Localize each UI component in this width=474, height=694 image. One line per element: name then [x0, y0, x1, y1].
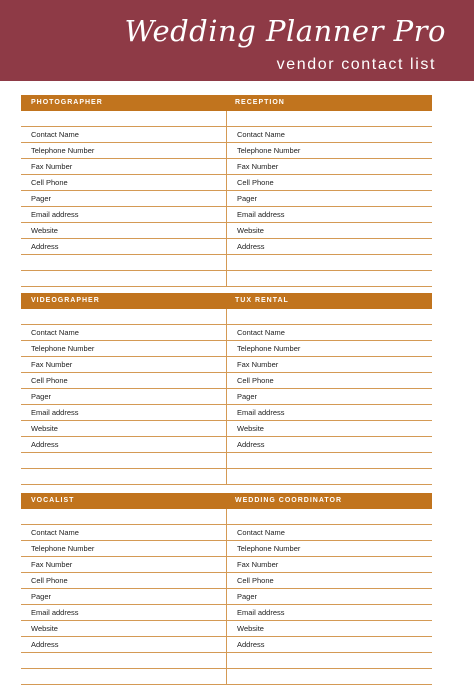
field-pager[interactable]: Pager [226, 191, 432, 207]
field-cell-phone[interactable]: Cell Phone [21, 373, 226, 389]
field-website[interactable]: Website [226, 421, 432, 437]
field-website[interactable]: Website [21, 223, 226, 239]
field-telephone-number[interactable]: Telephone Number [226, 341, 432, 357]
field-address[interactable]: Address [21, 637, 226, 653]
blank-row[interactable] [226, 469, 432, 485]
field-address[interactable]: Address [21, 239, 226, 255]
field-website[interactable]: Website [21, 421, 226, 437]
field-cell-phone[interactable]: Cell Phone [226, 175, 432, 191]
field-telephone-number[interactable]: Telephone Number [226, 541, 432, 557]
blank-row[interactable] [226, 309, 432, 325]
vendor-column-photographer [21, 111, 227, 287]
field-contact-name[interactable]: Contact Name [226, 325, 432, 341]
vendor-column-tux-rental [226, 309, 432, 485]
field-address[interactable]: Address [226, 437, 432, 453]
page-title: Wedding Planner Pro [124, 14, 446, 48]
blank-row[interactable] [21, 469, 226, 485]
field-website[interactable]: Website [226, 621, 432, 637]
field-email-address[interactable]: Email address [226, 207, 432, 223]
field-pager[interactable]: Pager [226, 589, 432, 605]
field-telephone-number[interactable]: Telephone Number [21, 341, 226, 357]
blank-row[interactable] [21, 271, 226, 287]
field-cell-phone[interactable]: Cell Phone [226, 373, 432, 389]
field-email-address[interactable]: Email address [21, 207, 226, 223]
field-cell-phone[interactable]: Cell Phone [21, 175, 226, 191]
field-contact-name[interactable]: Contact Name [21, 325, 226, 341]
blank-row[interactable] [21, 453, 226, 469]
blank-row[interactable] [21, 669, 226, 685]
blank-row[interactable] [21, 255, 226, 271]
field-telephone-number[interactable]: Telephone Number [21, 541, 226, 557]
field-fax-number[interactable]: Fax Number [21, 557, 226, 573]
blank-row[interactable] [226, 453, 432, 469]
field-email-address[interactable]: Email address [21, 405, 226, 421]
field-pager[interactable]: Pager [21, 589, 226, 605]
section-header [21, 293, 432, 309]
field-email-address[interactable]: Email address [21, 605, 226, 621]
field-address[interactable]: Address [21, 437, 226, 453]
vendor-column-videographer [21, 309, 227, 485]
vendor-column-wedding-coordinator [226, 509, 432, 685]
section-title-videographer: VIDEOGRAPHER [31, 297, 100, 304]
field-fax-number[interactable]: Fax Number [226, 159, 432, 175]
field-fax-number[interactable]: Fax Number [21, 159, 226, 175]
field-telephone-number[interactable]: Telephone Number [21, 143, 226, 159]
field-email-address[interactable]: Email address [226, 605, 432, 621]
section-title-tux-rental: TUX RENTAL [235, 297, 289, 304]
field-contact-name[interactable]: Contact Name [226, 525, 432, 541]
field-contact-name[interactable]: Contact Name [226, 127, 432, 143]
field-telephone-number[interactable]: Telephone Number [226, 143, 432, 159]
blank-row[interactable] [226, 255, 432, 271]
blank-row[interactable] [226, 271, 432, 287]
field-fax-number[interactable]: Fax Number [21, 357, 226, 373]
page-subtitle: vendor contact list [276, 56, 436, 73]
field-pager[interactable]: Pager [226, 389, 432, 405]
blank-row[interactable] [226, 509, 432, 525]
section-header [21, 95, 432, 111]
vendor-column-reception [226, 111, 432, 287]
section-header [21, 493, 432, 509]
blank-row[interactable] [21, 111, 226, 127]
field-address[interactable]: Address [226, 239, 432, 255]
section-title-reception: RECEPTION [235, 99, 285, 106]
section-title-photographer: PHOTOGRAPHER [31, 99, 103, 106]
field-cell-phone[interactable]: Cell Phone [21, 573, 226, 589]
blank-row[interactable] [226, 111, 432, 127]
vendor-column-vocalist [21, 509, 227, 685]
blank-row[interactable] [226, 653, 432, 669]
blank-row[interactable] [226, 669, 432, 685]
blank-row[interactable] [21, 309, 226, 325]
field-website[interactable]: Website [226, 223, 432, 239]
field-pager[interactable]: Pager [21, 389, 226, 405]
field-fax-number[interactable]: Fax Number [226, 557, 432, 573]
field-pager[interactable]: Pager [21, 191, 226, 207]
field-contact-name[interactable]: Contact Name [21, 525, 226, 541]
field-contact-name[interactable]: Contact Name [21, 127, 226, 143]
header-banner [0, 0, 474, 81]
field-cell-phone[interactable]: Cell Phone [226, 573, 432, 589]
field-fax-number[interactable]: Fax Number [226, 357, 432, 373]
blank-row[interactable] [21, 653, 226, 669]
field-email-address[interactable]: Email address [226, 405, 432, 421]
field-address[interactable]: Address [226, 637, 432, 653]
section-title-vocalist: VOCALIST [31, 497, 75, 504]
section-title-wedding-coordinator: WEDDING COORDINATOR [235, 497, 343, 504]
blank-row[interactable] [21, 509, 226, 525]
field-website[interactable]: Website [21, 621, 226, 637]
